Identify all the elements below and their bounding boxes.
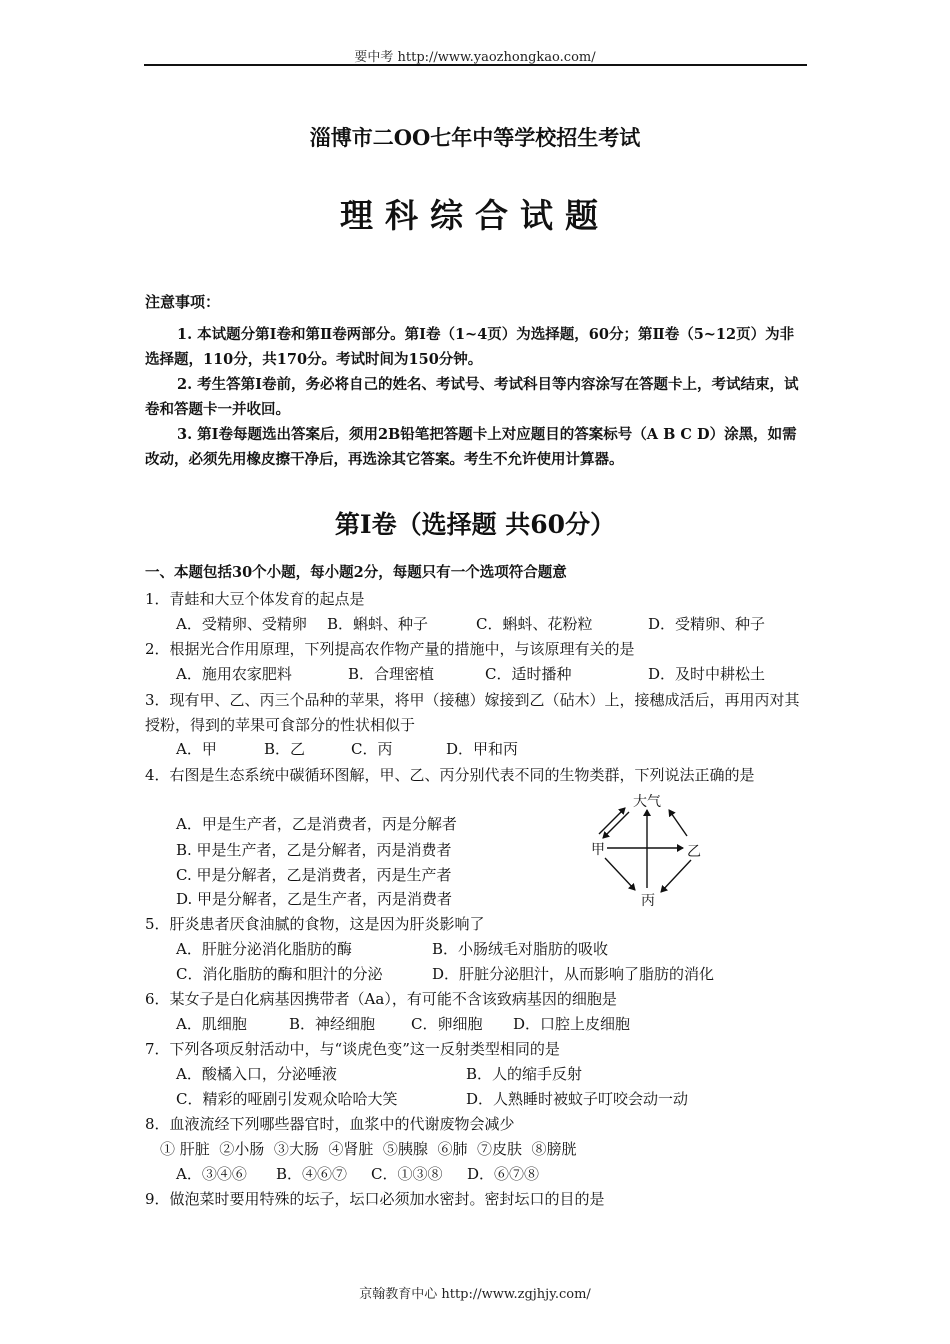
question-3-option-a: A．甲	[176, 740, 217, 758]
question-3-option-c: C．丙	[351, 740, 393, 758]
question-7-option-a: A．酸橘入口，分泌唾液	[176, 1065, 337, 1083]
question-5-option-a: A．肝脏分泌消化脂肪的酶	[176, 940, 352, 958]
question-8-stem: 8．血液流经下列哪些器官时，血浆中的代谢废物会减少	[145, 1115, 515, 1133]
page-footer: 京翰教育中心 http://www.zgjhjy.com/	[359, 1287, 591, 1302]
question-1-stem: 1．青蛙和大豆个体发育的起点是	[145, 590, 365, 608]
question-6-option-d: D．口腔上皮细胞	[513, 1015, 631, 1033]
diagram-label-jia: 甲	[591, 842, 605, 858]
arrow-yi-to-air	[669, 810, 687, 836]
question-9-stem: 9．做泡菜时要用特殊的坛子，坛口必须加水密封。密封坛口的目的是	[145, 1190, 605, 1208]
question-6-stem: 6．某女子是白化病基因携带者（Aa），有可能不含该致病基因的细胞是	[145, 990, 617, 1008]
notice-item-1: 1. 本试题分第Ⅰ卷和第Ⅱ卷两部分。第Ⅰ卷（1~4页）为选择题，60分；第Ⅱ卷（5~12页）为非选择题，110分，共170分。考试时间为150分钟。	[145, 326, 795, 368]
question-1-option-b: B．蝌蚪、种子	[327, 615, 429, 633]
arrow-yi-to-bing	[661, 860, 691, 892]
question-4-option-c: C. 甲是分解者，乙是消费者，丙是生产者	[176, 866, 452, 884]
arrow-air-to-jia	[603, 812, 629, 838]
question-2-option-a: A．施用农家肥料	[176, 665, 292, 683]
exam-title: 淄博市二OO七年中等学校招生考试	[309, 125, 641, 150]
question-2-option-c: C．适时播种	[485, 665, 572, 683]
question-6-option-b: B．神经细胞	[289, 1015, 376, 1033]
question-8-option-c: C．①③⑧	[371, 1165, 443, 1183]
question-8-option-d: D．⑥⑦⑧	[467, 1165, 540, 1183]
question-3-stem: 3．现有甲、乙、丙三个品种的苹果，将甲（接穗）嫁接到乙（砧木）上，接穗成活后，再用丙对其授粉，得到的苹果可食部分的性状相似于	[145, 691, 800, 734]
question-2-stem: 2．根据光合作用原理，下列提高农作物产量的措施中，与该原理有关的是	[145, 640, 635, 658]
question-8-option-a: A．③④⑥	[176, 1165, 247, 1183]
question-3-option-b: B．乙	[264, 740, 306, 758]
question-1-option-c: C．蝌蚪、花粉粒	[476, 615, 593, 633]
question-8-option-b: B．④⑥⑦	[276, 1165, 348, 1183]
question-5-stem: 5．肝炎患者厌食油腻的食物，这是因为肝炎影响了	[145, 915, 485, 933]
question-8-organ-list: ① 肝脏 ②小肠 ③大肠 ④肾脏 ⑤胰腺 ⑥肺 ⑦皮肤 ⑧膀胱	[160, 1140, 577, 1158]
section-title: 第Ⅰ卷（选择题 共60分）	[334, 510, 616, 539]
question-7-option-c: C．精彩的哑剧引发观众哈哈大笑	[176, 1090, 398, 1108]
question-1-option-a: A．受精卵、受精卵	[176, 615, 307, 633]
carbon-cycle-diagram	[585, 788, 725, 916]
notice-heading: 注意事项：	[145, 293, 221, 311]
diagram-label-yi: 乙	[687, 844, 701, 860]
page-header: 要中考 http://www.yaozhongkao.com/	[354, 50, 596, 65]
question-5-option-b: B．小肠绒毛对脂肪的吸收	[432, 940, 609, 958]
part-instructions: 一、本题包括30个小题，每小题2分，每题只有一个选项符合题意	[145, 564, 567, 581]
question-7-stem: 7．下列各项反射活动中，与“谈虎色变”这一反射类型相同的是	[145, 1040, 560, 1058]
question-4-stem: 4．右图是生态系统中碳循环图解，甲、乙、丙分别代表不同的生物类群，下列说法正确的是	[145, 766, 755, 784]
question-1-option-d: D．受精卵、种子	[648, 615, 766, 633]
question-7-option-b: B．人的缩手反射	[466, 1065, 583, 1083]
question-4-option-a: A．甲是生产者，乙是消费者，丙是分解者	[176, 815, 457, 833]
notice-item-3: 3. 第Ⅰ卷每题选出答案后，须用2B铅笔把答题卡上对应题目的答案标号（A B C D）涂黑，如需改动，必须先用橡皮擦干净后，再选涂其它答案。考生不允许使用计算器。	[145, 426, 797, 468]
question-3-option-d: D．甲和丙	[446, 740, 519, 758]
question-7-option-d: D．人熟睡时被蚊子叮咬会动一动	[466, 1090, 689, 1108]
arrow-jia-to-air	[599, 808, 625, 834]
question-2-option-b: B．合理密植	[348, 665, 435, 683]
question-4-option-b: B. 甲是生产者，乙是分解者，丙是消费者	[176, 841, 452, 859]
arrow-jia-to-bing	[605, 858, 635, 890]
question-5-option-c: C．消化脂肪的酶和胆汁的分泌	[176, 965, 383, 983]
diagram-label-bing: 丙	[641, 893, 655, 909]
question-2-option-d: D．及时中耕松土	[648, 665, 766, 683]
exam-subject-title: 理科综合试题	[340, 196, 610, 235]
header-divider	[144, 64, 807, 66]
diagram-label-atmosphere: 大气	[633, 794, 661, 810]
question-6-option-c: C．卵细胞	[411, 1015, 483, 1033]
question-4-option-d: D. 甲是分解者，乙是生产者，丙是消费者	[176, 890, 453, 908]
notice-item-2: 2. 考生答第Ⅰ卷前，务必将自己的姓名、考试号、考试科目等内容涂写在答题卡上，考试结束，试卷和答题卡一并收回。	[145, 376, 799, 418]
question-5-option-d: D．肝脏分泌胆汁，从而影响了脂肪的消化	[432, 965, 715, 983]
question-6-option-a: A．肌细胞	[176, 1015, 247, 1033]
